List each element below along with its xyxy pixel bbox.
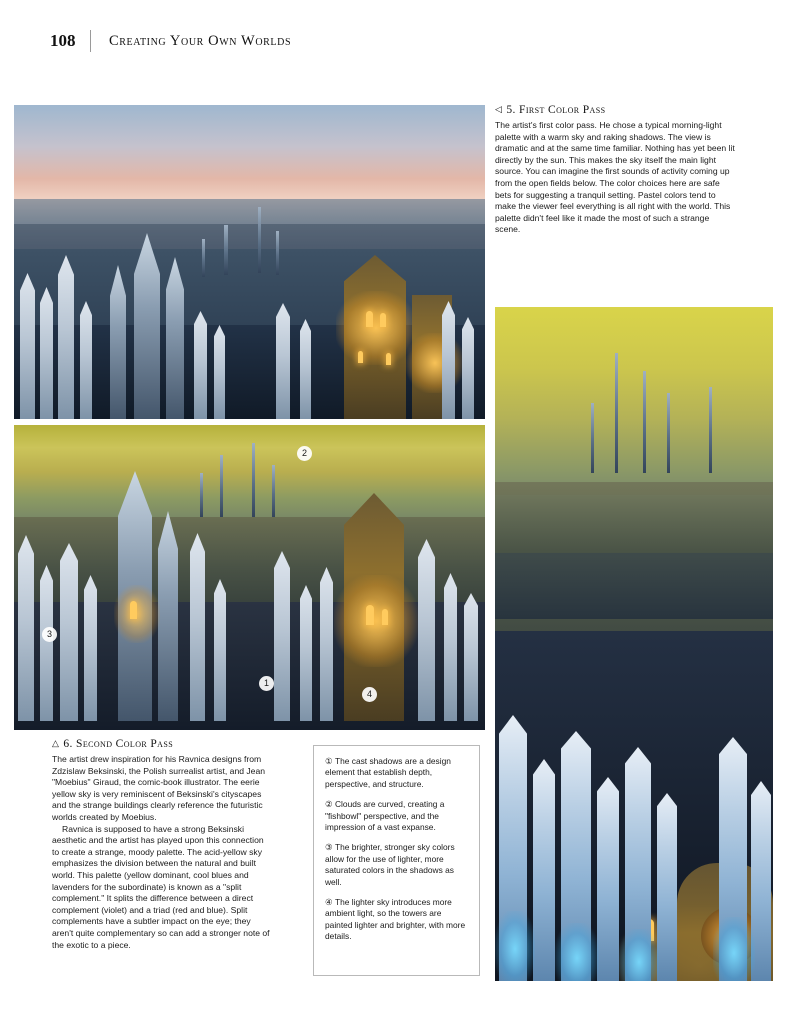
legend-item xyxy=(325,799,468,833)
artwork-final-color-pass xyxy=(495,307,773,981)
triangle-left-icon: ◁ xyxy=(495,104,503,114)
callout-badge-1: 1 xyxy=(259,676,274,691)
obelisk xyxy=(300,319,311,419)
obelisk xyxy=(462,317,474,419)
pillar-base-glow xyxy=(555,923,599,981)
lit-window xyxy=(366,311,373,327)
legend-number: ① xyxy=(325,756,333,766)
caption-first-color-pass xyxy=(495,104,735,236)
distant-spire xyxy=(252,443,255,517)
page-header xyxy=(50,28,750,54)
distant-spire xyxy=(200,473,203,517)
legend-text: The brighter, stronger sky colors allow for the use of lighter, more saturated colors in the shadows as well. xyxy=(325,842,455,887)
cathedral-tower xyxy=(166,257,184,419)
obelisk xyxy=(194,311,207,419)
tower-window-glow xyxy=(114,585,160,643)
obelisk xyxy=(40,565,53,721)
paragraph: Ravnica is supposed to have a strong Beksinski aesthetic and the artist has played upon this connection to create a strange, moody palette. The acid-yellow sky emphasizes the division between the natural and built world. This palette (yellow dominant, cool blues and lavenders for the subordinate) is known as a "split complement." It splits the difference between a direct complement (violet) and a triad (red and blue). Split complements have a subtler impact on the eye; they aren't quite complementary so can add a stronger note of the exotic to a piece. xyxy=(52,823,270,950)
obelisk xyxy=(80,301,92,419)
obelisk xyxy=(40,287,53,419)
artwork-second-color-pass xyxy=(14,425,485,730)
obelisk xyxy=(274,551,290,721)
obelisk xyxy=(214,325,225,419)
artwork-first-color-pass xyxy=(14,105,485,419)
obelisk xyxy=(18,535,34,721)
callout-badge-4: 4 xyxy=(362,687,377,702)
legend-number: ④ xyxy=(325,897,333,908)
pillar-base-glow xyxy=(495,911,535,981)
obelisk xyxy=(60,543,78,721)
blue-pillar xyxy=(533,759,555,981)
obelisk xyxy=(84,575,97,721)
pillar-base-glow xyxy=(619,929,659,981)
lit-window xyxy=(130,601,137,619)
distant-spire xyxy=(643,371,646,473)
distant-spire xyxy=(258,207,261,273)
caption-heading-second-color-pass xyxy=(52,738,270,750)
lit-window xyxy=(366,605,374,625)
distant-spire xyxy=(615,353,618,473)
paragraph: The artist's first color pass. He chose a typical morning-light palette with a warm sky and raking shadows. The view is dramatic and at the same time familiar. Nothing has yet been lit directly by the sun. This makes the sky itself the main light source. You can imagine the first sounds of activity coming up from the open fields below. The color choices here are safe bets for suggesting a tranquil setting. Pastel colors tend to make the viewer feel everything is all right with the world. This palette didn't feel like it made the most of such a strange scene. xyxy=(495,120,735,235)
paragraph: The artist drew inspiration for his Ravnica designs from Zdzislaw Beksinski, the Polish surrealist artist, and Jean "Moebius" Giraud, the comic-book illustrator. The eerie yellow sky is very reminiscent of Beksinski's cityscapes and the strange buildings clearly reference the futuristic worlds created by Moebius. xyxy=(52,754,266,822)
header-divider xyxy=(90,30,91,52)
cathedral-wing-glow xyxy=(406,333,464,393)
obelisk xyxy=(320,567,333,721)
distant-spire xyxy=(709,387,712,473)
obelisk xyxy=(276,303,290,419)
obelisk xyxy=(444,573,457,721)
sky-band xyxy=(495,307,773,509)
page-number: 108 xyxy=(50,31,76,50)
callout-key-box xyxy=(313,745,480,976)
distant-spire xyxy=(276,231,279,275)
legend-text: Clouds are curved, creating a "fishbowl" perspective, and the impression of a vast expanse. xyxy=(325,799,445,833)
caption-heading-first-color-pass xyxy=(495,104,735,116)
caption-second-color-pass xyxy=(52,738,270,951)
running-head: Creating Your Own Worlds xyxy=(109,32,292,49)
distant-spire xyxy=(220,455,223,517)
distant-spire xyxy=(202,239,205,277)
lit-window xyxy=(386,353,391,365)
caption-body-second-color-pass xyxy=(52,754,270,951)
obelisk xyxy=(464,593,478,721)
legend-item xyxy=(325,842,468,888)
legend-number: ③ xyxy=(325,842,333,853)
callout-badge-2: 2 xyxy=(297,446,312,461)
obelisk xyxy=(442,301,455,419)
blue-pillar xyxy=(597,777,619,981)
legend-number: ② xyxy=(325,799,333,810)
cathedral-tower xyxy=(110,265,126,419)
blue-pillar xyxy=(657,793,677,981)
cathedral-glow xyxy=(336,291,416,365)
distant-spire xyxy=(224,225,228,275)
pillar-base-glow xyxy=(713,917,755,981)
triangle-up-icon: △ xyxy=(52,738,60,748)
lit-window xyxy=(380,313,386,327)
callout-badge-3: 3 xyxy=(42,627,57,642)
caption-heading-text: 5. First Color Pass xyxy=(506,104,606,116)
distant-city-band xyxy=(495,495,773,555)
obelisk xyxy=(418,539,435,721)
caption-heading-text: 6. Second Color Pass xyxy=(63,738,174,750)
cathedral-tower xyxy=(158,511,178,721)
obelisk xyxy=(214,579,226,721)
legend-item xyxy=(325,756,468,790)
obelisk xyxy=(300,585,312,721)
lit-window xyxy=(358,351,363,363)
mid-city-band xyxy=(495,553,773,619)
lit-window xyxy=(382,609,388,625)
distant-spire xyxy=(667,393,670,473)
sky-band xyxy=(14,425,485,529)
legend-text: The lighter sky introduces more ambient light, so the towers are painted lighter and brighter, with more details. xyxy=(325,897,466,942)
distant-spire xyxy=(591,403,594,473)
obelisk xyxy=(190,533,205,721)
legend-item xyxy=(325,897,468,943)
distant-spire xyxy=(272,465,275,517)
legend-text: The cast shadows are a design element that establish depth, perspective, and structure. xyxy=(325,756,451,789)
obelisk xyxy=(20,273,35,419)
obelisk xyxy=(58,255,74,419)
cathedral-glow xyxy=(334,575,418,667)
caption-body-first-color-pass xyxy=(495,120,735,236)
